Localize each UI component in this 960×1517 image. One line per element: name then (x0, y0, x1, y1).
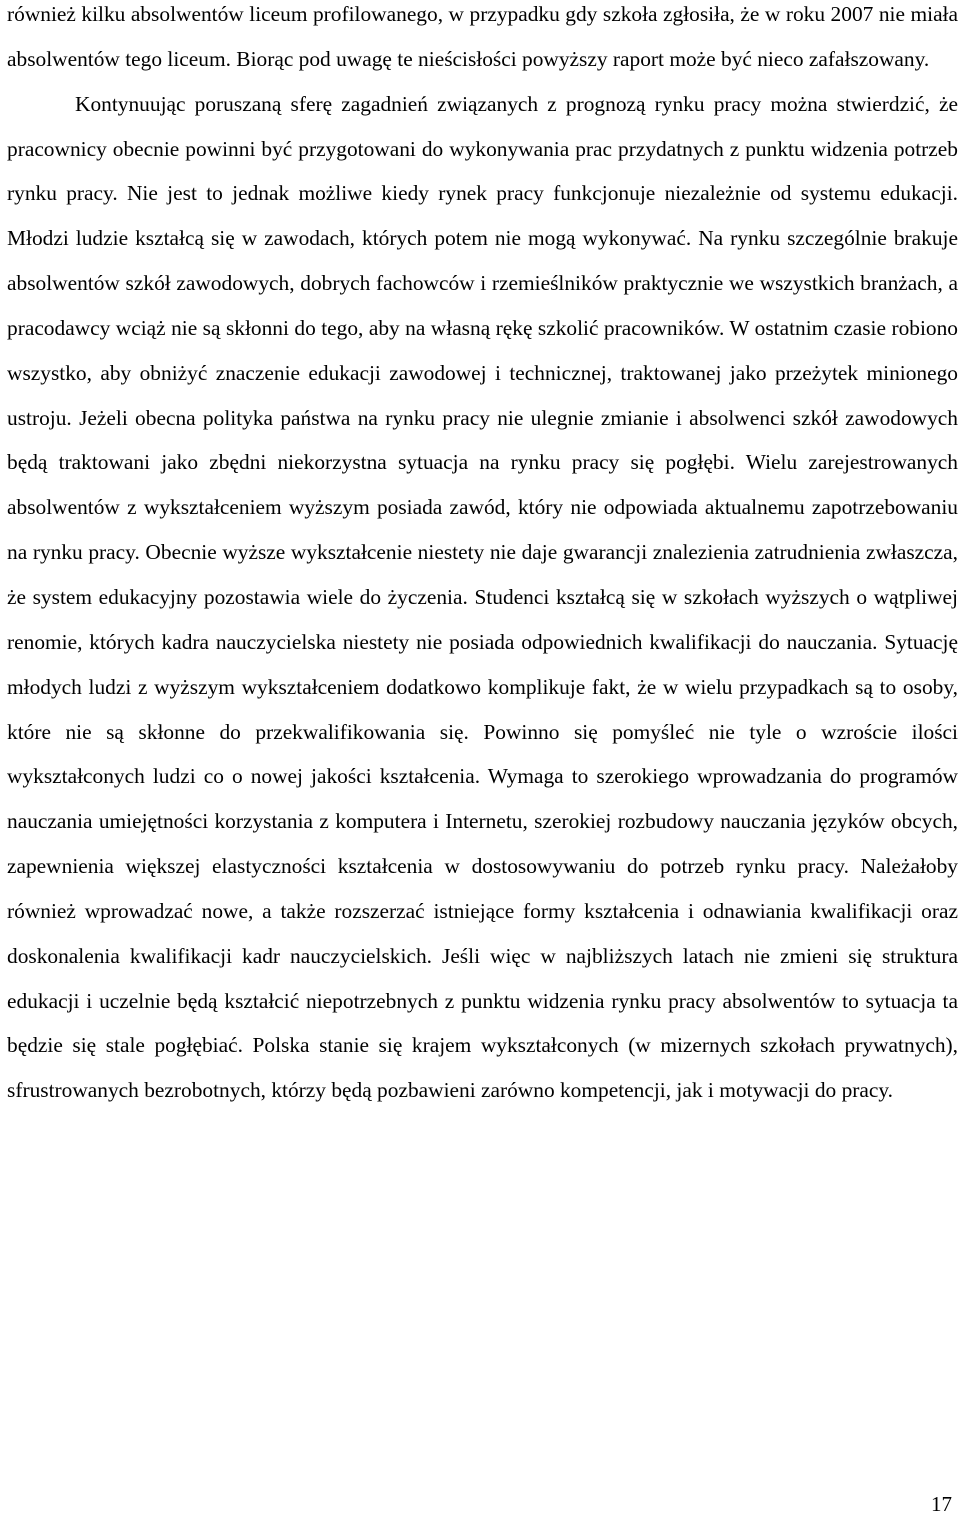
page-number: 17 (931, 1492, 952, 1516)
body-text (7, 0, 958, 1113)
paragraph-labour-market: Kontynuując poruszaną sferę zagadnień związanych z prognozą rynku pracy można stwierdzić, że pracownicy obecnie powinni być przygotowani do wykonywania prac przydatnych z punktu widzenia potrzeb rynku pracy. Nie jest to jednak możliwe kiedy rynek pracy funkcjonuje niezależnie od systemu edukacji. Młodzi ludzie kształcą się w zawodach, których potem nie mogą wykonywać. Na rynku szczególnie brakuje absolwentów szkół zawodowych, dobrych fachowców i rzemieślników praktycznie we wszystkich branżach, a pracodawcy wciąż nie są skłonni do tego, aby na własną rękę szkolić pracowników. W ostatnim czasie robiono wszystko, aby obniżyć znaczenie edukacji zawodowej i technicznej, traktowanej jako przeżytek minionego ustroju. Jeżeli obecna polityka państwa na rynku pracy nie ulegnie zmianie i absolwenci szkół zawodowych będą traktowani jako zbędni niekorzystna sytuacja na rynku pracy się pogłębi. Wielu zarejestrowanych absolwentów z wykształceniem wyższym posiada zawód, który nie odpowiada aktualnemu zapotrzebowaniu na rynku pracy. Obecnie wyższe wykształcenie niestety nie daje gwarancji znalezienia zatrudnienia zwłaszcza, że system edukacyjny pozostawia wiele do życzenia. Studenci kształcą się w szkołach wyższych o wątpliwej renomie, których kadra nauczycielska niestety nie posiada odpowiednich kwalifikacji do nauczania. Sytuację młodych ludzi z wyższym wykształceniem dodatkowo komplikuje fakt, że w wielu przypadkach są to osoby, które nie są skłonne do przekwalifikowania się. Powinno się pomyśleć nie tyle o wzroście ilości wykształconych ludzi co o nowej jakości kształcenia. Wymaga to szerokiego wprowadzania do programów nauczania umiejętności korzystania z komputera i Internetu, szerokiej rozbudowy nauczania języków obcych, zapewnienia większej elastyczności kształcenia w dostosowywaniu do potrzeb rynku pracy. Należałoby również wprowadzać nowe, a także rozszerzać istniejące formy kształcenia i odnawiania kwalifikacji oraz doskonalenia kwalifikacji kadr nauczycielskich. Jeśli więc w najbliższych latach nie zmieni się struktura edukacji i uczelnie będą kształcić niepotrzebnych z punktu widzenia rynku pracy absolwentów to sytuacja ta będzie się stale pogłębiać. Polska stanie się krajem wykształconych (w mizernych szkołach prywatnych), sfrustrowanych bezrobotnych, którzy będą pozbawieni zarówno kompetencji, jak i motywacji do pracy. (7, 91, 958, 1103)
paragraph-continued: również kilku absolwentów liceum profilowanego, w przypadku gdy szkoła zgłosiła, że w roku 2007 nie miała absolwentów tego liceum. Biorąc pod uwagę te nieścisłości powyższy raport może być nieco zafałszowany. (7, 2, 958, 71)
